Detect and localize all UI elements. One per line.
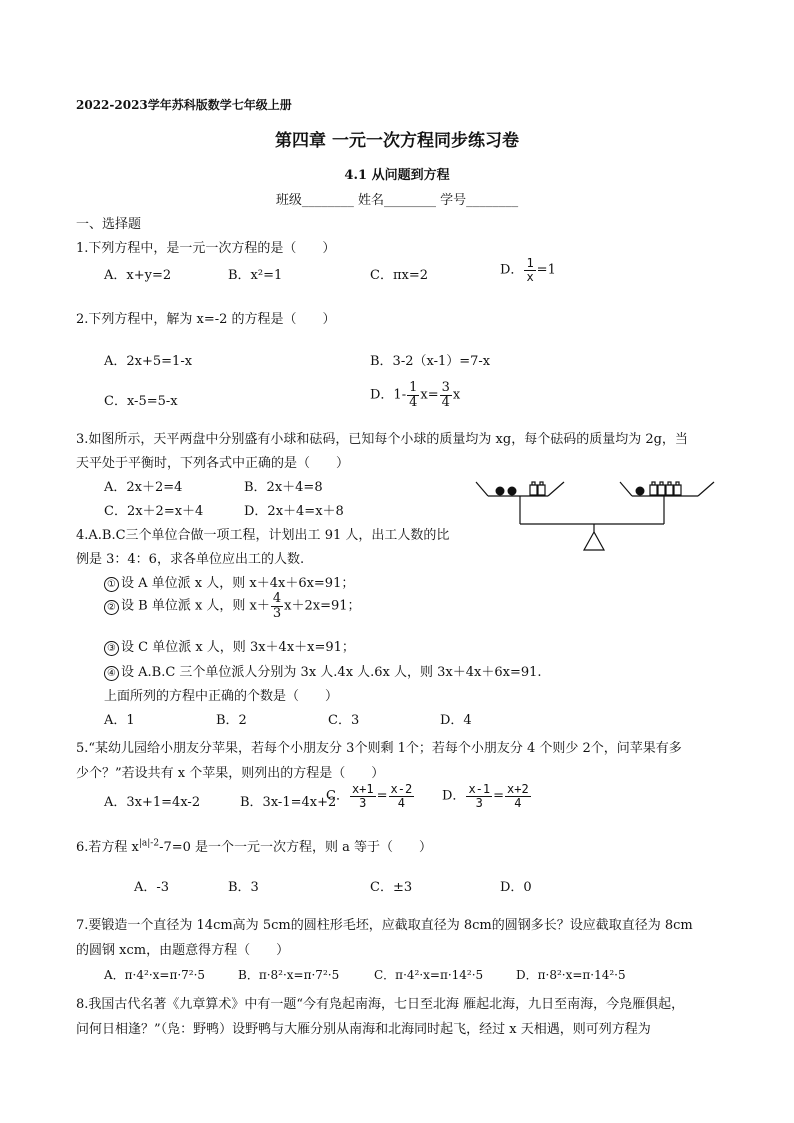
right-weight-1-knob (652, 482, 655, 485)
q5-c-f2-denominator: 4 (397, 795, 405, 810)
left-pan-left-edge (476, 482, 488, 496)
right-weight-1 (650, 485, 657, 495)
series-title: 2022-2023学年苏科版数学七年级上册 (76, 98, 292, 112)
q5-stem-line-2: 少个？”若设共有 x 个苹果，则列出的方程是（ ） (76, 766, 385, 781)
q7-stem-line-1: 7.要锻造一个直径为 14cm高为 5cm的圆柱形毛坯，应截取直径为 8cm的圆钢多长？设应截取直径为 8cm (76, 918, 693, 933)
q5-d-f1-denominator: 3 (475, 795, 483, 810)
q3-option-c[interactable]: C．2x＋2=x＋4 (104, 504, 204, 519)
q4-statement-4 (104, 661, 542, 681)
q2-d-f2-denominator: 4 (441, 394, 450, 410)
q5-option-b[interactable]: B．3x-1=4x+2 (240, 795, 337, 810)
q4-s2-denominator: 3 (272, 605, 282, 621)
right-weight-3-knob (668, 482, 671, 485)
right-weight-3 (666, 485, 673, 495)
q3-option-b[interactable]: B．2x＋4=8 (244, 480, 323, 495)
q3-option-d[interactable]: D．2x＋4=x＋8 (244, 504, 344, 519)
q5-d-fraction-2 (505, 783, 531, 809)
q5-d-equals: = (493, 788, 505, 804)
left-ball-2 (508, 487, 517, 496)
q2-d-mid: x= (420, 387, 439, 403)
q5-c-fraction-1 (350, 783, 376, 809)
section-heading: 一、选择题 (76, 217, 142, 232)
q4-statement-2-fraction (271, 592, 283, 620)
q1-d-numerator: 1 (526, 256, 534, 270)
right-weight-2 (658, 485, 665, 495)
q5-option-c[interactable] (326, 783, 415, 809)
q7-stem-line-2: 的圆钢 xcm，由题意得方程（ ） (76, 943, 290, 958)
q5-d-f2-numerator: x+2 (507, 782, 529, 796)
q1-option-a[interactable]: A．x+y=2 (104, 268, 172, 283)
q5-d-prefix: D． (442, 788, 466, 804)
q7-option-a[interactable]: A．π·4²·x=π·7²·5 (104, 968, 206, 982)
q6-option-b[interactable]: B．3 (228, 880, 259, 895)
q6-option-a[interactable]: A．-3 (134, 880, 170, 895)
q4-stem-line-1: 4.A.B.C三个单位合做一项工程，计划出工 91 人，出工人数的比 (76, 528, 450, 543)
q4-option-c[interactable]: C．3 (328, 713, 360, 728)
q5-c-equals: = (376, 788, 388, 804)
q7-option-c[interactable]: C．π·4²·x=π·14²·5 (374, 968, 484, 982)
q2-d-f1-denominator: 4 (409, 394, 418, 410)
q7-option-d[interactable]: D．π·8²·x=π·14²·5 (516, 968, 626, 982)
q2-d-prefix: D．1- (370, 387, 407, 403)
q5-option-d[interactable] (442, 783, 532, 809)
q5-c-f1-denominator: 3 (359, 795, 367, 810)
q6-exponent: |a|-2 (138, 838, 160, 849)
q2-d-f2-numerator: 3 (441, 380, 450, 395)
left-ball-1 (496, 487, 505, 496)
q4-stem-line-2: 例是 3：4：6，求各单位应出工的人数. (76, 552, 305, 567)
q4-s2-numerator: 4 (272, 591, 282, 606)
q1-d-prefix: D． (500, 262, 524, 278)
left-weight-1 (530, 485, 537, 495)
q1-d-fraction (524, 257, 535, 283)
balance-scale-figure (470, 472, 720, 554)
q1-d-denominator: x (526, 269, 534, 284)
q4-statement-1-text: 设 A 单位派 x 人，则 x＋4x＋6x=91； (121, 576, 355, 591)
fulcrum (584, 532, 604, 550)
q4-marker-4: ④ (104, 666, 119, 681)
q4-marker-3: ③ (104, 641, 119, 656)
q4-option-a[interactable]: A．1 (104, 713, 135, 728)
q2-d-fraction-2 (440, 381, 452, 409)
q2-stem: 2.下列方程中，解为 x=-2 的方程是（ ） (76, 312, 336, 327)
chapter-title: 第四章 一元一次方程同步练习卷 (275, 131, 519, 151)
q4-statement-4-text: 设 A.B.C 三个单位派人分别为 3x 人.4x 人.6x 人，则 3x＋4x＋6x=91. (121, 665, 542, 680)
q6-stem-prefix: 6.若方程 x (76, 840, 139, 855)
section-title: 4.1 从问题到方程 (344, 168, 450, 183)
q5-d-fraction-1 (466, 783, 492, 809)
right-pan-left-edge (620, 482, 632, 496)
q6-stem-suffix: -7=0 是一个一元一次方程，则 a 等于（ ） (159, 840, 433, 855)
q5-d-f1-numerator: x-1 (468, 782, 491, 796)
q5-stem-line-1: 5.“某幼儿园给小朋友分苹果，若每个小朋友分 3个则剩 1个；若每个小朋友分 4 个则少 2个，问苹果有多 (76, 741, 682, 756)
q1-stem: 1.下列方程中，是一元一次方程的是（ ） (76, 241, 336, 256)
q4-statement-2-prefix: 设 B 单位派 x 人，则 x＋ (121, 598, 270, 614)
q4-option-d[interactable]: D．4 (440, 713, 472, 728)
q6-option-c[interactable]: C．±3 (370, 880, 413, 895)
q3-option-a[interactable]: A．2x＋2=4 (104, 480, 183, 495)
q5-c-f1-numerator: x+1 (351, 782, 374, 796)
q2-option-b[interactable]: B．3-2（x-1）=7-x (370, 354, 491, 369)
right-weight-2-knob (660, 482, 663, 485)
q6-option-d[interactable]: D．0 (500, 880, 532, 895)
q2-option-d[interactable] (370, 381, 460, 409)
q3-stem-line-2: 天平处于平衡时，下列各式中正确的是（ ） (76, 456, 350, 471)
left-weight-2 (538, 485, 545, 495)
student-info-fields: 班级________ 姓名________ 学号________ (275, 193, 519, 208)
q4-statement-2-suffix: x＋2x=91； (284, 598, 361, 614)
q2-d-suffix: x (452, 387, 461, 403)
right-weight-4 (674, 485, 681, 495)
q4-statement-3 (104, 636, 355, 656)
q5-c-prefix: C． (326, 788, 349, 804)
q6-stem (76, 836, 432, 855)
q4-statement-1 (104, 572, 354, 592)
q1-option-b[interactable]: B．x²=1 (228, 268, 283, 283)
q7-option-b[interactable]: B．π·8²·x=π·7²·5 (238, 968, 340, 982)
right-ball-1 (636, 487, 645, 496)
q2-d-fraction-1 (407, 381, 419, 409)
q5-c-fraction-2 (389, 783, 415, 809)
right-pan-right-edge (698, 482, 714, 496)
q2-option-c[interactable]: C．x-5=5-x (104, 394, 178, 409)
q5-d-f2-denominator: 4 (514, 795, 522, 810)
q4-marker-1: ① (104, 577, 119, 592)
q5-option-a[interactable]: A．3x+1=4x-2 (104, 795, 201, 810)
q4-option-b[interactable]: B．2 (216, 713, 247, 728)
q3-stem-line-1: 3.如图所示，天平两盘中分别盛有小球和砝码，已知每个小球的质量均为 xg，每个砝码的质量均为 2g，当 (76, 432, 688, 447)
right-weight-4-knob (676, 482, 679, 485)
q4-statement-3-text: 设 C 单位派 x 人，则 3x＋4x＋x=91； (121, 640, 355, 655)
q1-d-suffix: =1 (536, 262, 556, 278)
q4-statement-2 (104, 592, 361, 620)
q8-stem-line-2: 问何日相逢？”（凫：野鸭）设野鸭与大雁分别从南海和北海同时起飞，经过 x 天相遇，则可列方程为 (76, 1022, 651, 1037)
q2-option-a[interactable]: A．2x+5=1-x (104, 354, 193, 369)
q4-marker-2: ② (104, 600, 119, 615)
q1-option-c[interactable]: C．πx=2 (370, 268, 428, 283)
q5-c-f2-numerator: x-2 (390, 782, 413, 796)
q2-d-f1-numerator: 1 (409, 380, 418, 395)
left-pan-right-edge (548, 482, 564, 496)
q4-ask: 上面所列的方程中正确的个数是（ ） (104, 689, 339, 704)
left-weight-1-knob (532, 482, 535, 485)
left-weight-2-knob (540, 482, 543, 485)
q1-option-d[interactable] (500, 257, 556, 283)
q8-stem-line-1: 8.我国古代名著《九章算术》中有一题“今有凫起南海，七日至北海 雁起北海，九日至南海，今凫雁俱起， (76, 997, 685, 1012)
